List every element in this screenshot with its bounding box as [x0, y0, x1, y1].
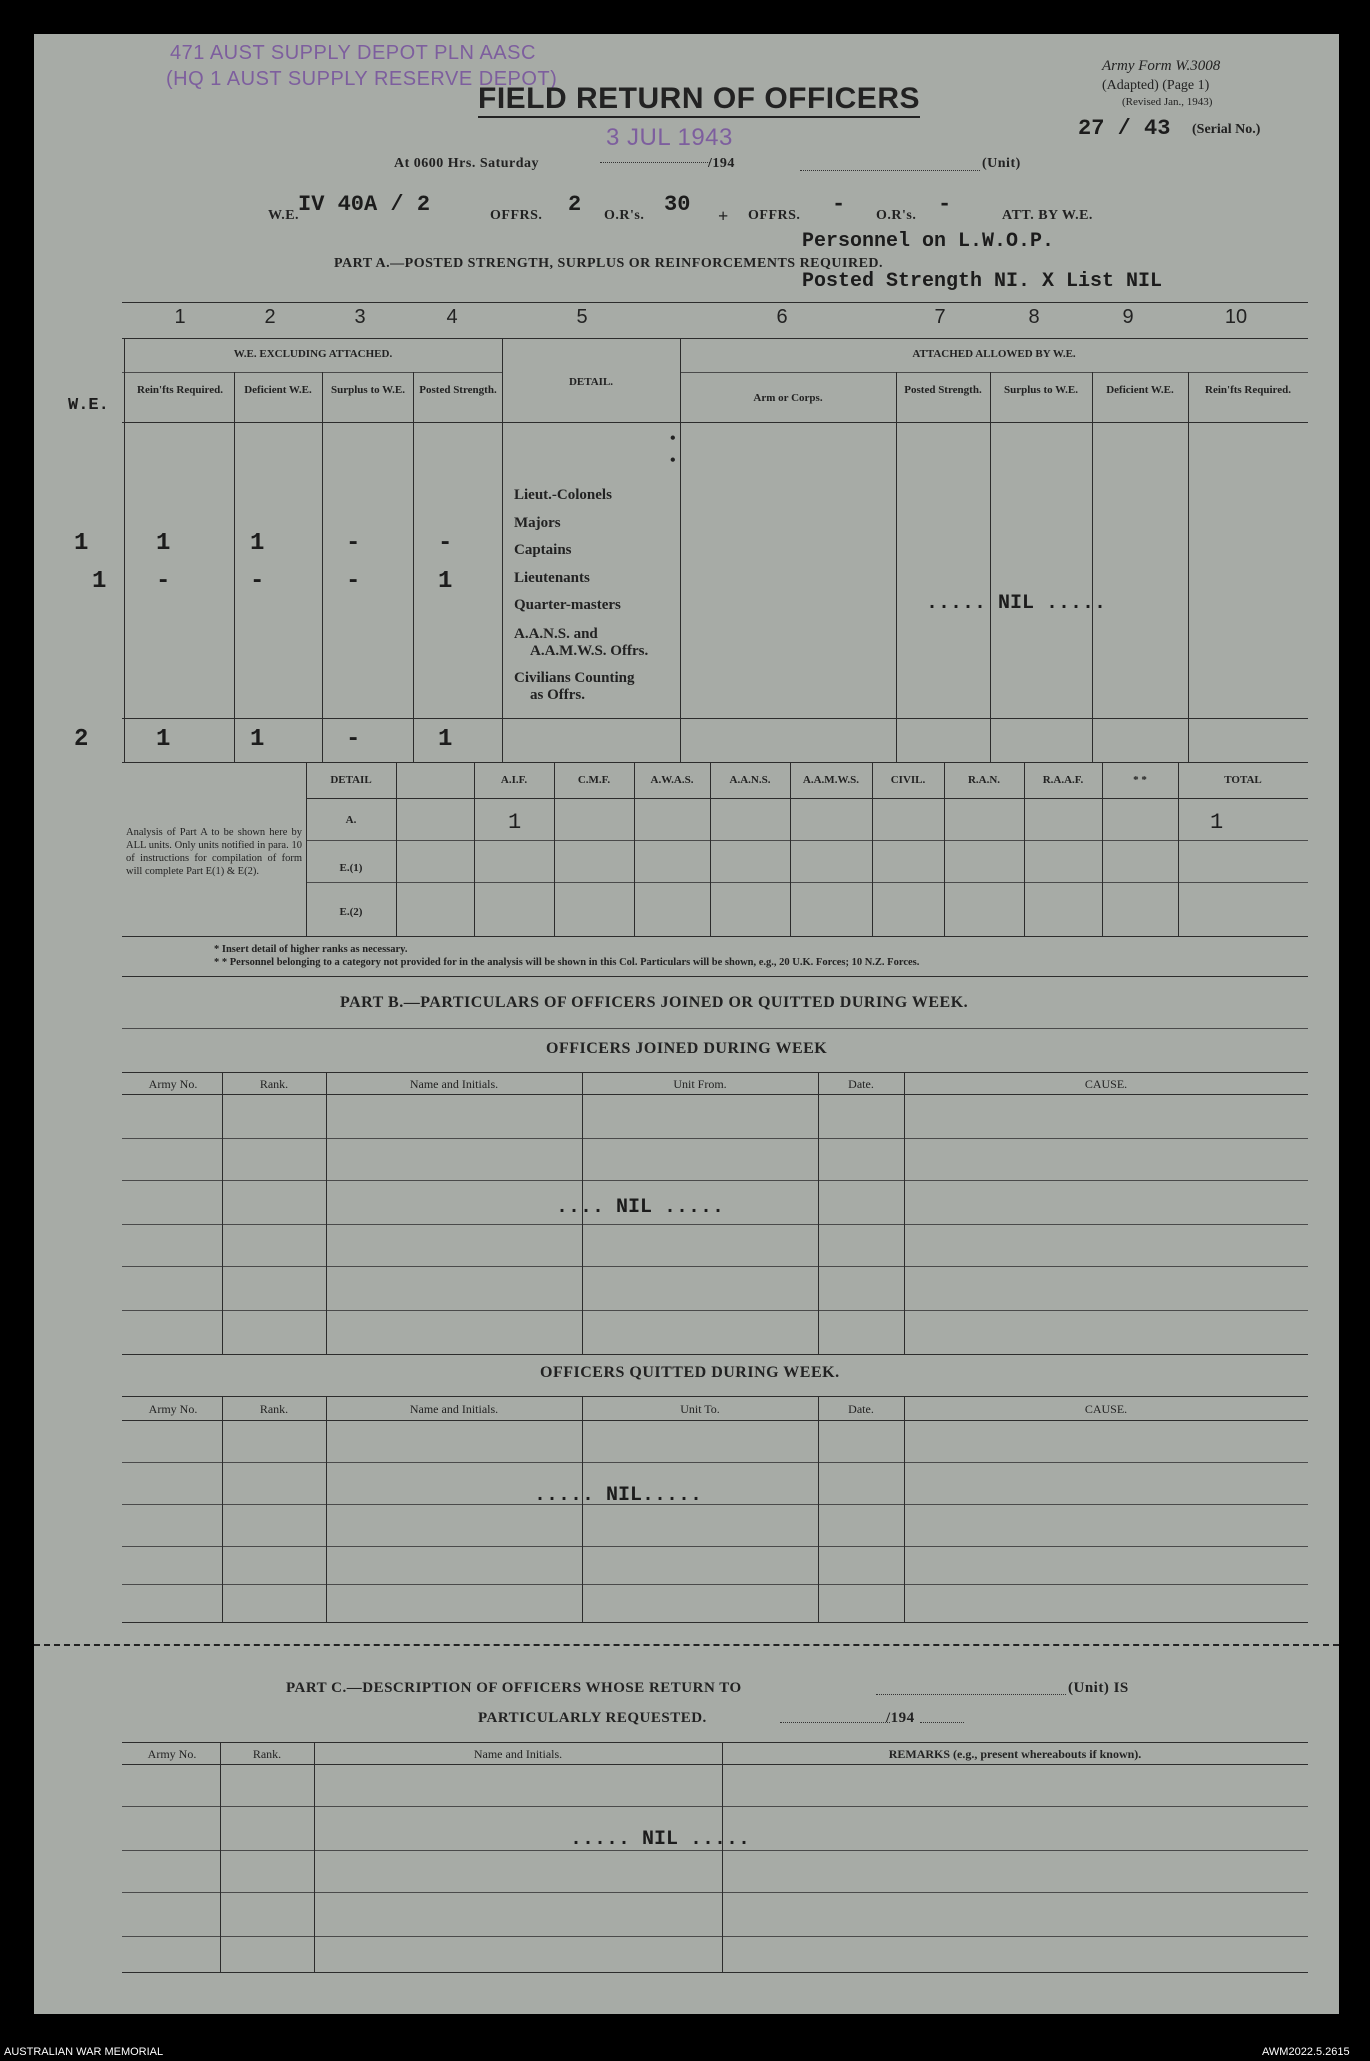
lwop-note: Personnel on L.W.O.P. — [802, 230, 1055, 253]
offrs2-label: OFFRS. — [748, 208, 801, 223]
part-c-date-dotline — [780, 1722, 890, 1723]
col-rule — [904, 1396, 905, 1622]
c-col-armyno: Army No. — [147, 1747, 197, 1761]
rank-aans: A.A.N.S. and — [514, 625, 598, 642]
rule — [122, 936, 1308, 937]
rule — [680, 372, 1308, 373]
reinfts-captains: 1 — [156, 530, 171, 557]
we-label: W.E. — [268, 208, 300, 223]
rank-aamws: A.A.M.W.S. Offrs. — [530, 642, 649, 659]
col-number: 9 — [1122, 306, 1134, 328]
col-number: 3 — [354, 306, 366, 328]
part-a-title: PART A.—POSTED STRENGTH, SURPLUS OR REINFORCEMENTS REQUIRED. — [334, 256, 884, 271]
attached-heading: ATTACHED ALLOWED BY W.E. — [912, 348, 1076, 360]
rule — [122, 1806, 1308, 1807]
detail-heading: DETAIL. — [568, 376, 614, 388]
footer-accession: AWM2022.5.2615 — [1262, 2046, 1350, 2058]
offrs-label: OFFRS. — [490, 208, 543, 223]
an-aif-a: 1 — [508, 810, 522, 835]
col-deficient: Deficient W.E. — [244, 384, 312, 396]
we-total: 2 — [74, 726, 89, 753]
col-rule — [234, 372, 235, 762]
col-att-reinfts: Rein'fts Required. — [1205, 384, 1291, 396]
rule — [122, 718, 1308, 719]
year-text: /194 — [708, 156, 735, 171]
tear-line — [34, 1644, 1339, 1646]
deficient-captains: 1 — [250, 530, 265, 557]
col-rule — [222, 1072, 223, 1354]
footer-source: AUSTRALIAN WAR MEMORIAL — [4, 2046, 164, 2058]
col-rule — [124, 338, 125, 762]
joined-col-rank: Rank. — [259, 1077, 289, 1091]
ors-value: 30 — [664, 192, 691, 217]
date-stamp: 3 JUL 1943 — [606, 124, 733, 151]
col-rule — [474, 762, 475, 936]
form-adapted: (Adapted) (Page 1) — [1102, 78, 1210, 93]
col-rule — [314, 1742, 315, 1972]
rule — [122, 1936, 1308, 1937]
quitted-col-cause: CAUSE. — [1084, 1402, 1128, 1416]
footnote-1: * Insert detail of higher ranks as necessary. — [214, 944, 408, 955]
col-rule — [944, 762, 945, 936]
quitted-col-name: Name and Initials. — [409, 1402, 499, 1416]
joined-col-cause: CAUSE. — [1084, 1077, 1128, 1091]
col-rule — [896, 372, 897, 762]
form-id: Army Form W.3008 — [1102, 58, 1221, 74]
col-rule — [1102, 762, 1103, 936]
rule — [122, 1028, 1308, 1029]
col-rule — [904, 1072, 905, 1354]
rank-civilians-2: as Offrs. — [530, 686, 585, 703]
rule — [306, 840, 1308, 841]
col-rule — [1188, 372, 1189, 762]
offrs-value: 2 — [568, 192, 582, 217]
we-excl-heading: W.E. EXCLUDING ATTACHED. — [233, 348, 393, 360]
rule — [122, 1138, 1308, 1139]
surplus-lieutenants: - — [346, 568, 361, 595]
part-b-title: PART B.—PARTICULARS OF OFFICERS JOINED OR QUITTED DURING WEEK. — [340, 994, 969, 1011]
col-surplus: Surplus to W.E. — [331, 384, 405, 396]
analysis-note: Analysis of Part A to be shown here by ALL units. Only units notified in para. 10 of instructions for compilation of form will complete Part E(1) & E(2). — [126, 827, 302, 877]
an-col-raaf: R.A.A.F. — [1042, 774, 1084, 786]
an-col-other: * * — [1133, 774, 1147, 786]
an-col-total: TOTAL — [1224, 774, 1262, 786]
surplus-total: - — [346, 726, 361, 753]
an-row-e2: E.(2) — [339, 906, 363, 918]
posted-captains: - — [438, 530, 453, 557]
rule — [122, 1396, 1308, 1397]
an-row-e1: E.(1) — [339, 862, 363, 874]
rule — [122, 1546, 1308, 1547]
rank-major: Majors — [514, 514, 561, 531]
c-col-rank: Rank. — [252, 1747, 282, 1761]
we-side-label: W.E. — [68, 396, 109, 415]
rule — [122, 1310, 1308, 1311]
quitted-col-rank: Rank. — [259, 1402, 289, 1416]
rule — [122, 372, 502, 373]
posted-total: 1 — [438, 726, 453, 753]
col-rule — [1024, 762, 1025, 936]
quitted-heading: OFFICERS QUITTED DURING WEEK. — [540, 1364, 840, 1381]
unit-label: (Unit) — [982, 156, 1021, 171]
an-col-detail: DETAIL — [330, 774, 372, 786]
col-number: 10 — [1224, 306, 1248, 328]
part-c-year-dotline — [920, 1722, 964, 1723]
an-col-ran: R.A.N. — [967, 774, 1001, 786]
posted-lieutenants: 1 — [438, 568, 453, 595]
rule — [122, 1354, 1308, 1355]
attached-nil: ..... NIL ..... — [926, 592, 1107, 615]
an-col-civil: CIVIL. — [890, 774, 926, 786]
col-rule — [872, 762, 873, 936]
joined-heading: OFFICERS JOINED DURING WEEK — [546, 1040, 828, 1057]
rule — [122, 762, 1308, 763]
part-c-title: PART C.—DESCRIPTION OF OFFICERS WHOSE RETURN TO — [286, 1680, 742, 1696]
reinfts-lieutenants: - — [156, 568, 171, 595]
we-captains: 1 — [74, 530, 89, 557]
rule — [122, 1462, 1308, 1463]
part-c-nil: ..... NIL ..... — [570, 1828, 751, 1851]
rule — [122, 976, 1308, 977]
rule — [122, 1504, 1308, 1505]
rank-ltcol: Lieut.-Colonels — [514, 487, 612, 503]
quitted-col-armyno: Army No. — [148, 1402, 198, 1416]
part-c-unit: (Unit) IS — [1068, 1680, 1129, 1696]
rule — [122, 1224, 1308, 1225]
footnote-2: * * Personnel belonging to a category not provided for in the analysis will be shown in this Col. Particulars will be shown, e.g., 20 U.K. Forces; 10 N.Z. Forces. — [214, 957, 920, 968]
col-number: 7 — [934, 306, 946, 328]
asterisk-mark: • — [670, 430, 676, 447]
col-rule — [222, 1396, 223, 1622]
serial-number: 27 / 43 — [1078, 116, 1171, 141]
rule — [122, 1764, 1308, 1765]
part-c-year: /194 — [886, 1710, 915, 1726]
col-rule — [326, 1072, 327, 1354]
rank-list — [514, 482, 684, 704]
rank-qm: Quarter-masters — [514, 597, 621, 613]
att-label: ATT. BY W.E. — [1002, 208, 1093, 223]
rank-captain: Captains — [514, 542, 572, 558]
rank-lieutenant: Lieutenants — [514, 569, 590, 586]
col-rule — [710, 762, 711, 936]
quitted-col-unit: Unit To. — [680, 1402, 720, 1416]
col-att-deficient: Deficient W.E. — [1106, 384, 1174, 396]
part-c-line2: PARTICULARLY REQUESTED. — [478, 1710, 707, 1726]
rule — [306, 882, 1308, 883]
rule — [122, 422, 1308, 423]
part-c-unit-dotline — [876, 1694, 1066, 1695]
col-rule — [220, 1742, 221, 1972]
col-rule — [818, 1396, 819, 1622]
time-text: At 0600 Hrs. Saturday — [394, 156, 540, 171]
rule — [122, 1622, 1308, 1623]
offrs2-value: - — [832, 192, 846, 217]
col-rule — [990, 372, 991, 762]
we-lieutenants: 1 — [92, 568, 107, 595]
an-col-aamws: A.A.M.W.S. — [802, 774, 860, 786]
col-rule — [818, 1072, 819, 1354]
joined-col-armyno: Army No. — [148, 1077, 198, 1091]
serial-label: (Serial No.) — [1192, 122, 1261, 137]
col-number: 4 — [446, 306, 458, 328]
unit-stamp-line2: (HQ 1 AUST SUPPLY RESERVE DEPOT) — [166, 68, 558, 90]
surplus-captains: - — [346, 530, 361, 557]
joined-col-date: Date. — [848, 1077, 874, 1091]
joined-col-name: Name and Initials. — [409, 1077, 499, 1091]
col-att-surplus: Surplus to W.E. — [1004, 384, 1078, 396]
rule — [122, 1072, 1308, 1073]
col-rule — [554, 762, 555, 936]
rank-civilians: Civilians Counting — [514, 669, 635, 686]
rule — [122, 302, 1308, 303]
rule — [122, 1892, 1308, 1893]
an-row-a: A. — [345, 814, 357, 826]
col-rule — [322, 372, 323, 762]
col-rule — [413, 372, 414, 762]
col-rule — [722, 1742, 723, 1972]
joined-col-unit: Unit From. — [673, 1077, 727, 1091]
page-title: FIELD RETURN OF OFFICERS — [478, 82, 920, 118]
an-col-aans: A.A.N.S. — [729, 774, 771, 786]
rule — [122, 1742, 1308, 1743]
date-dotline — [600, 162, 710, 163]
an-col-awas: A.W.A.S. — [650, 774, 694, 786]
col-rule — [502, 338, 503, 762]
quitted-nil: ..... NIL..... — [534, 1484, 703, 1507]
col-arm-corps: Arm or Corps. — [753, 392, 823, 404]
deficient-total: 1 — [250, 726, 265, 753]
col-rule — [790, 762, 791, 936]
col-rule — [634, 762, 635, 936]
col-number: 5 — [576, 306, 588, 328]
unit-stamp-line1: 471 AUST SUPPLY DEPOT PLN AASC — [170, 42, 536, 64]
we-value: IV 40A / 2 — [298, 192, 431, 217]
col-rule — [1178, 762, 1179, 936]
col-reinfts: Rein'fts Required. — [137, 384, 223, 396]
col-posted: Posted Strength. — [419, 384, 497, 396]
c-col-name: Name and Initials. — [473, 1747, 563, 1761]
posted-note: Posted Strength NI. X List NIL — [802, 270, 1163, 293]
an-col-aif: A.I.F. — [500, 774, 528, 786]
quitted-col-date: Date. — [848, 1402, 874, 1416]
col-number: 2 — [264, 306, 276, 328]
rule — [122, 1094, 1308, 1095]
ors2-value: - — [938, 192, 952, 217]
form-revised: (Revised Jan., 1943) — [1122, 96, 1213, 108]
rule — [122, 1266, 1308, 1267]
col-rule — [326, 1396, 327, 1622]
col-rule — [1092, 372, 1093, 762]
col-rule — [582, 1396, 583, 1622]
ors2-label: O.R's. — [876, 208, 917, 223]
rule — [122, 1584, 1308, 1585]
col-number: 6 — [776, 306, 788, 328]
deficient-lieutenants: - — [250, 568, 265, 595]
rule — [122, 1420, 1308, 1421]
rule — [306, 798, 1308, 799]
col-number: 1 — [174, 306, 186, 328]
joined-nil: .... NIL ..... — [556, 1196, 725, 1219]
c-col-remarks: REMARKS (e.g., present whereabouts if known). — [888, 1747, 1142, 1761]
asterisk-mark: • — [670, 452, 676, 469]
an-col-cmf: C.M.F. — [577, 774, 611, 786]
rule — [122, 1972, 1308, 1973]
rule — [122, 1180, 1308, 1181]
an-total-a: 1 — [1210, 810, 1224, 835]
col-rule — [396, 762, 397, 936]
ors-label: O.R's. — [604, 208, 645, 223]
unit-dotline — [800, 170, 980, 171]
plus-sign: + — [718, 206, 729, 226]
rule — [122, 338, 1308, 339]
reinfts-total: 1 — [156, 726, 171, 753]
col-att-posted: Posted Strength. — [904, 384, 982, 396]
col-number: 8 — [1028, 306, 1040, 328]
